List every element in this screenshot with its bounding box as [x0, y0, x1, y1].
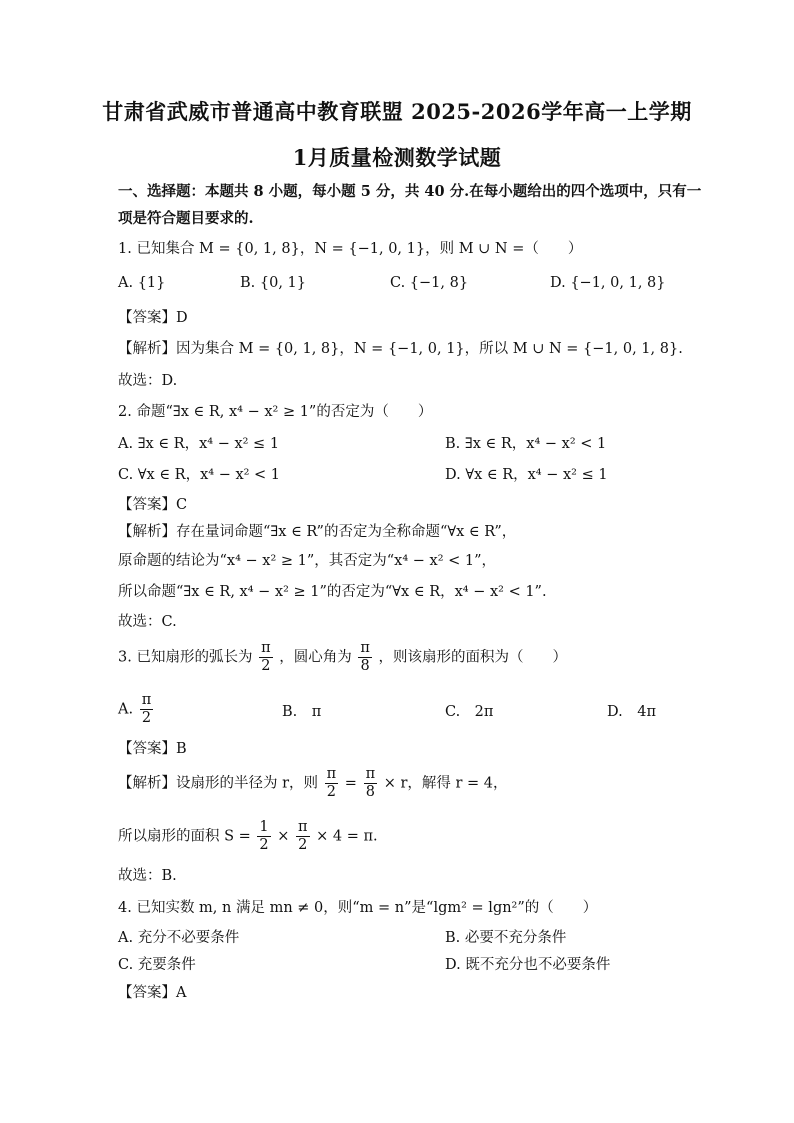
q3-stem-part-c: ，则该扇形的面积为（ ）: [378, 649, 567, 666]
section-header-cont: 项是符合题目要求的.: [118, 210, 254, 227]
q3-area-part-b: ×: [277, 828, 290, 845]
fraction-denominator: 2: [259, 837, 269, 853]
q2-answer: 【答案】C: [118, 497, 188, 513]
q4-answer: 【答案】A: [118, 985, 187, 1001]
fraction-denominator: 2: [298, 837, 308, 853]
fraction-pi-over-2: [296, 819, 310, 854]
fraction-numerator: π: [298, 819, 308, 835]
q3-analysis: [118, 766, 508, 801]
q1-option-d: D. {−1, 0, 1, 8}: [550, 275, 666, 291]
q3-stem-part-a: 3. 已知扇形的弧长为: [118, 649, 253, 666]
q1-answer: 【答案】D: [118, 310, 188, 326]
fraction-numerator: π: [326, 766, 337, 782]
fraction-denominator: 2: [326, 784, 337, 800]
q3-option-b: B. π: [282, 704, 322, 720]
q2-option-b: B. ∃x ∈ R，x⁴ − x² < 1: [445, 436, 607, 452]
fraction-1-over-2: [257, 819, 270, 854]
q1-option-a: A. {1}: [118, 275, 166, 291]
q2-option-a: A. ∃x ∈ R，x⁴ − x² ≤ 1: [118, 436, 280, 452]
fraction-numerator: π: [360, 640, 370, 656]
q2-option-d: D. ∀x ∈ R，x⁴ − x² ≤ 1: [445, 467, 608, 483]
q1-choose: 故选：D.: [118, 373, 178, 389]
question-2-stem: 2. 命题“∃x ∈ R, x⁴ − x² ≥ 1”的否定为（ ）: [118, 404, 433, 420]
section-header: 一、选择题：本题共 8 小题，每小题 5 分，共 40 分.在每小题给出的四个选项中，只有一: [118, 183, 702, 200]
fraction-pi-over-2: [325, 766, 339, 801]
q3-option-a: [118, 692, 155, 727]
fraction-denominator: 2: [141, 710, 152, 726]
q3-choose: 故选：B.: [118, 868, 177, 884]
q3-option-a-label: A.: [118, 701, 134, 718]
fraction-pi-over-8: [358, 640, 372, 675]
document-title-line1: 甘肃省武威市普通高中教育联盟 2025-2026学年高一上学期: [102, 99, 692, 124]
fraction-pi-over-8: [364, 766, 378, 801]
q1-analysis: 【解析】因为集合 M = {0, 1, 8}，N = {−1, 0, 1}，所以 M ∪ N = {−1, 0, 1, 8}.: [118, 341, 683, 357]
fraction-denominator: 8: [360, 658, 370, 674]
q3-area: [118, 819, 378, 854]
fraction-denominator: 8: [365, 784, 375, 800]
fraction-numerator: π: [141, 692, 152, 708]
q1-option-b: B. {0, 1}: [240, 275, 306, 291]
q2-analysis-2: 原命题的结论为“x⁴ − x² ≥ 1”，其否定为“x⁴ − x² < 1”，: [118, 553, 497, 569]
q3-option-d: D. 4π: [607, 704, 656, 720]
q3-stem-part-b: ，圆心角为: [279, 649, 352, 666]
q4-option-b: B. 必要不充分条件: [445, 930, 567, 946]
q4-option-a: A. 充分不必要条件: [118, 930, 240, 946]
question-3-stem: [118, 640, 567, 675]
fraction-pi-over-2: [259, 640, 273, 675]
q3-analysis-part-c: × r，解得 r = 4，: [383, 775, 508, 792]
q3-area-part-c: × 4 = π.: [316, 828, 378, 845]
q2-choose: 故选：C.: [118, 614, 177, 630]
q1-option-c: C. {−1, 8}: [390, 275, 469, 291]
q3-answer: 【答案】B: [118, 741, 187, 757]
fraction-numerator: π: [365, 766, 376, 782]
q2-analysis-1: 【解析】存在量词命题“∃x ∈ R”的否定为全称命题“∀x ∈ R”，: [118, 524, 517, 540]
fraction-numerator: 1: [259, 819, 269, 835]
question-1-stem: 1. 已知集合 M = {0, 1, 8}，N = {−1, 0, 1}，则 M ∪ N =（ ）: [118, 241, 583, 257]
q3-area-part-a: 所以扇形的面积 S =: [118, 828, 251, 845]
document-title-line2: 1月质量检测数学试题: [292, 145, 502, 170]
q3-option-c: C. 2π: [445, 704, 494, 720]
fraction-numerator: π: [261, 640, 271, 656]
question-4-stem: 4. 已知实数 m, n 满足 mn ≠ 0，则“m = n”是“lgm² = lgn²”的（ ）: [118, 900, 598, 916]
q3-analysis-part-a: 【解析】设扇形的半径为 r，则: [118, 775, 319, 792]
q4-option-d: D. 既不充分也不必要条件: [445, 957, 611, 973]
q3-analysis-part-b: =: [344, 775, 357, 792]
q2-analysis-3: 所以命题“∃x ∈ R, x⁴ − x² ≥ 1”的否定为“∀x ∈ R，x⁴ − x² < 1”.: [118, 584, 547, 600]
fraction-denominator: 2: [261, 658, 271, 674]
q4-option-c: C. 充要条件: [118, 957, 196, 973]
q2-option-c: C. ∀x ∈ R，x⁴ − x² < 1: [118, 467, 281, 483]
fraction-pi-over-2: [140, 692, 154, 727]
